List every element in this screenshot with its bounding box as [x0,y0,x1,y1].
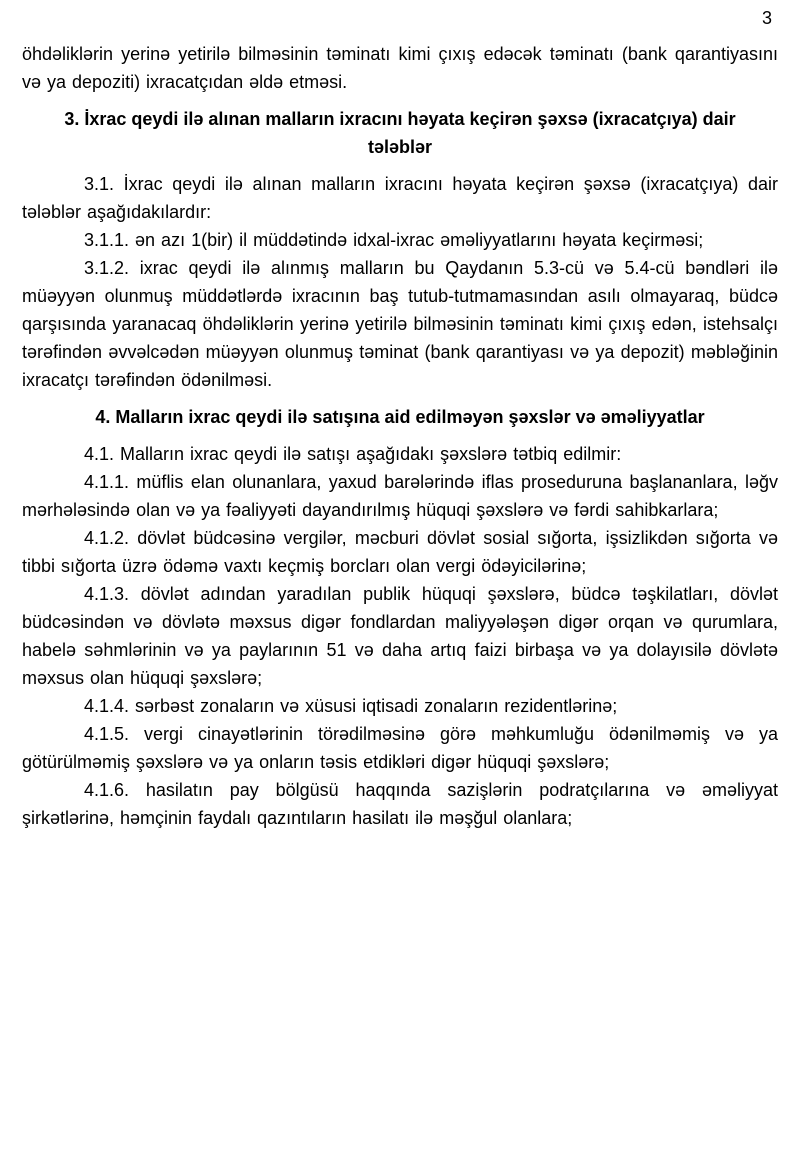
paragraph-3-1-2: 3.1.2. ixrac qeydi ilə alınmış malların bu Qaydanın 5.3-cü və 5.4-cü bəndləri ilə müəyyən olunmuş müddətlərdə ixracının baş tutub-tutmamasından asılı olmayaraq, büdcə qarşısında yaranacaq öhdəliklərin yerinə yetirilə bilməsinin təminatı kimi çıxış edən, istehsalçı tərəfindən əvvəlcədən müəyyən olunmuş təminat (bank qarantiyası və ya depozit) məbləğinin ixracatçı tərəfindən ödənilməsi. [22,258,778,390]
paragraph-4-1: 4.1. Malların ixrac qeydi ilə satışı aşağıdakı şəxslərə tətbiq edilmir: [84,444,622,464]
paragraph-4-1-4: 4.1.4. sərbəst zonaların və xüsusi iqtisadi zonaların rezidentlərinə; [84,696,618,716]
paragraph-4-1-5: 4.1.5. vergi cinayətlərinin törədilməsinə görə məhkumluğu ödənilməmiş və ya götürülməmiş şəxslərə və ya onların təsis etdikləri digər hüquqi şəxslərə; [22,724,778,772]
section-heading-3: 3. İxrac qeydi ilə alınan malların ixracını həyata keçirən şəxsə (ixracatçıya) dair tələblər [64,109,736,157]
page-number: 3 [761,8,772,28]
paragraph-4-1-1: 4.1.1. müflis elan olunanlara, yaxud barələrində iflas proseduruna başlananlara, ləğv mərhələsində olan və ya fəaliyyəti dayandırılmış hüquqi şəxslərə və fərdi sahibkarlara; [22,472,778,520]
paragraph-4-1-2: 4.1.2. dövlət büdcəsinə vergilər, məcburi dövlət sosial sığorta, işsizlikdən sığorta və tibbi sığorta üzrə ödəmə vaxtı keçmiş borcları olan vergi ödəyicilərinə; [22,528,778,576]
paragraph-continuation: öhdəliklərin yerinə yetirilə bilməsinin təminatı kimi çıxış edəcək təminatı (bank qarantiyasını və ya depoziti) ixracatçıdan əldə etməsi. [22,44,778,92]
paragraph-3-1: 3.1. İxrac qeydi ilə alınan malların ixracını həyata keçirən şəxsə (ixracatçıya) dair tələblər aşağıdakılardır: [22,174,778,222]
section-heading-4: 4. Malların ixrac qeydi ilə satışına aid edilməyən şəxslər və əməliyyatlar [95,407,705,427]
paragraph-4-1-6: 4.1.6. hasilatın pay bölgüsü haqqında sazişlərin podratçılarına və əməliyyat şirkətlərinə, həmçinin faydalı qazıntıların hasilatı ilə məşğul olanlara; [22,780,778,828]
paragraph-4-1-3: 4.1.3. dövlət adından yaradılan publik hüquqi şəxslərə, büdcə təşkilatları, dövlət büdcəsindən və dövlətə məxsus digər fondlardan maliyyələşən digər orqan və qurumlara, habelə səhmlərinin və ya paylarının 51 və daha artıq faizi birbaşa və ya dolayısilə dövlətə məxsus olan hüquqi şəxslərə; [22,584,778,688]
paragraph-3-1-1: 3.1.1. ən azı 1(bir) il müddətində idxal-ixrac əməliyyatlarını həyata keçirməsi; [84,230,704,250]
document-body [22,40,778,832]
